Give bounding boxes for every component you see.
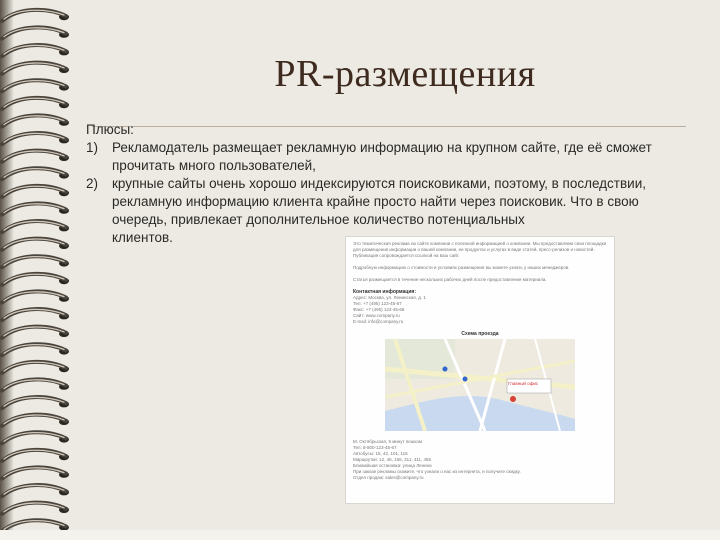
binding-ring <box>2 309 69 320</box>
binding-ring <box>2 379 69 390</box>
binding-ring <box>2 467 69 478</box>
list-item-text-end: клиентов. <box>112 230 173 245</box>
contact-line: Адрес: Москва, ул. Ленинская, д. 1 <box>353 295 426 300</box>
pros-list <box>86 139 686 247</box>
directions-line: Отдел продаж: sales@company.ru <box>353 475 424 480</box>
binding-ring <box>2 327 69 338</box>
binding-ring <box>2 291 69 302</box>
directions-line: Тел: 8-800-123-45-67 <box>353 445 397 450</box>
binding-ring <box>2 98 69 109</box>
binding-ring <box>2 362 69 373</box>
directions-line: Автобусы: 15, 42, 101, 115 <box>353 451 408 456</box>
binding-ring <box>2 221 69 232</box>
location-map[interactable] <box>385 339 575 431</box>
list-item-text: Рекламодатель размещает рекламную информацию на крупном сайте, где её сможет прочитать много пользователей, <box>112 140 652 173</box>
binding-ring <box>2 344 69 355</box>
screenshot-paragraph: Это тематическая реклама на сайте компании с полезной информацией о компании. Мы предоставляем свои площадки для размещения информации о вашей компании, ее продуктах и услугах в виде статей, пресс-релизов и новостей. Публикация сопровождается ссылкой на ваш сайт. <box>353 241 607 258</box>
directions-line: Маршрутки: 12, 45, 155, 311, 411, 455 <box>353 457 432 462</box>
contact-line: Факс: +7 (495) 123-45-68 <box>353 307 405 312</box>
binding-ring <box>2 63 69 74</box>
intro-label: Плюсы: <box>86 122 134 137</box>
list-item <box>86 139 686 175</box>
directions-line: Ближайшая остановка: улица Ленина <box>353 463 432 468</box>
screenshot-paragraph: Статья размещается в течение нескольких рабочих дней после предоставления материала. <box>353 277 547 282</box>
map-caption: Схема проезда <box>461 331 499 337</box>
binding-ring <box>2 186 69 197</box>
binding-ring <box>2 397 69 408</box>
binding-ring <box>2 45 69 56</box>
binding-ring <box>2 151 69 162</box>
map-marker-label: Главный офис <box>508 381 539 386</box>
slide-title: PR-размещения <box>274 53 536 95</box>
binding-ring <box>2 115 69 126</box>
directions-line: М. Октябрьская, 5 минут пешком <box>353 439 423 444</box>
contact-heading: Контактная информация: <box>353 289 417 295</box>
screenshot-paragraph: Подробную информацию о стоимости и условиях размещения вы можете узнать у наших менеджеров. <box>353 265 570 270</box>
binding-ring <box>2 415 69 426</box>
page-bottom-edge <box>0 530 720 540</box>
binding-ring <box>2 168 69 179</box>
binding-ring <box>2 80 69 91</box>
list-item-number: 2) <box>86 176 99 191</box>
contact-line: Сайт: www.company.ru <box>353 313 400 318</box>
binding-ring <box>2 503 69 514</box>
binding-ring <box>2 432 69 443</box>
contact-line: E-mail: info@company.ru <box>353 319 404 324</box>
contact-line: Тел: +7 (495) 123-45-67 <box>353 301 402 306</box>
binding-ring <box>2 450 69 461</box>
list-item-text: крупные сайты очень хорошо индексируются поисковиками, поэтому, в последствии, рекламную информацию клиента крайне просто найти через поисковик. Что в свою очередь, привлекает дополнительное количество потенциальных <box>112 176 646 227</box>
binding-ring <box>2 274 69 285</box>
spiral-binding <box>0 0 90 540</box>
binding-ring <box>2 203 69 214</box>
binding-ring <box>2 133 69 144</box>
directions-block <box>353 439 607 481</box>
list-item-number: 1) <box>86 140 99 155</box>
binding-ring <box>2 27 69 38</box>
binding-ring <box>2 239 69 250</box>
website-screenshot <box>345 236 615 504</box>
binding-ring <box>2 10 69 21</box>
binding-ring <box>2 256 69 267</box>
binding-ring <box>2 485 69 496</box>
slide-body <box>86 121 686 247</box>
directions-line: При заказе рекламы скажите, что узнали о нас из интернета, и получите скидку. <box>353 469 521 474</box>
